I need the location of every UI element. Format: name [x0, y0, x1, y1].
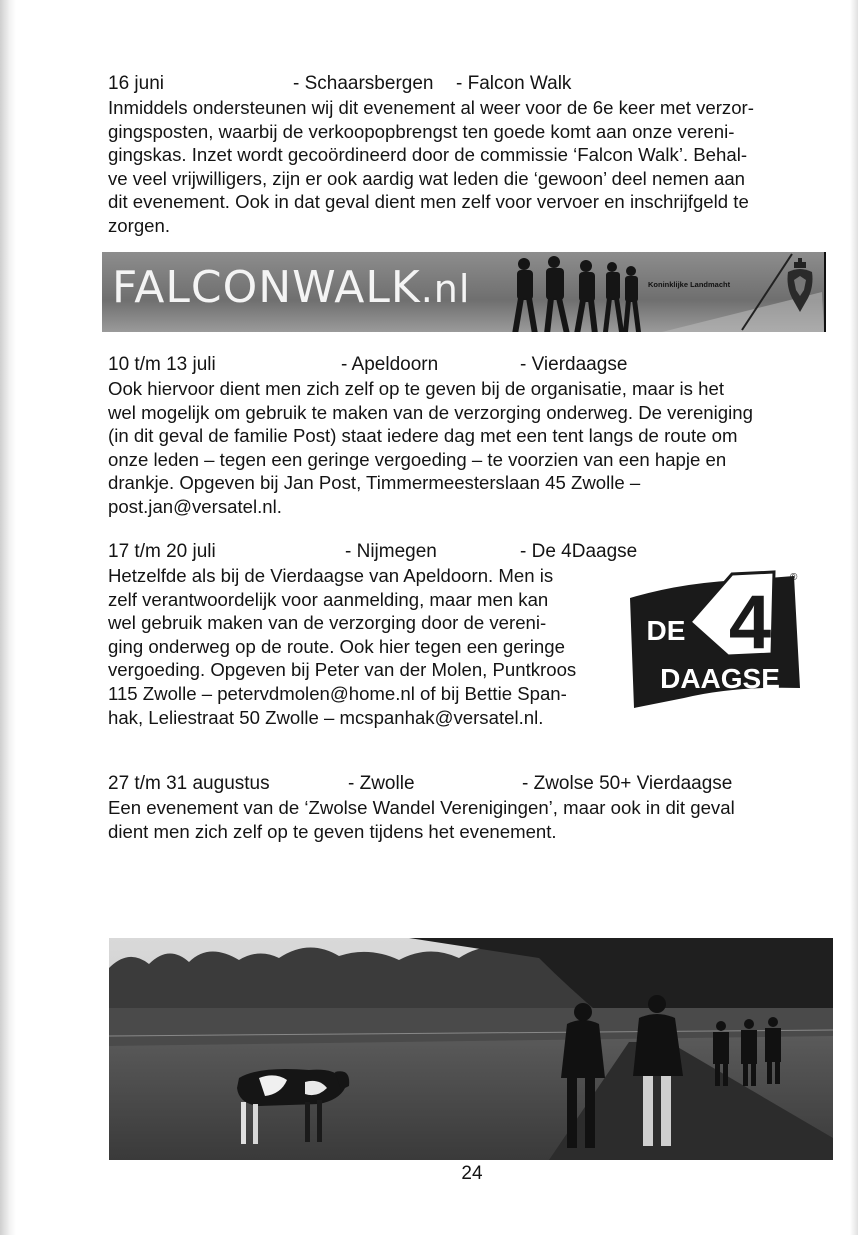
event-date: 16 juni [108, 73, 164, 94]
event-date: 10 t/m 13 juli [108, 354, 216, 375]
event-heading [108, 353, 828, 377]
logo-daagse: DAAGSE [660, 663, 780, 694]
event-name: - De 4Daagse [520, 541, 638, 562]
event-description: Een evenement van de ‘Zwolse Wandel Verenigingen’, maar ook in dit geval dient men zich zelf op te geven tijdens het evenement. [108, 797, 735, 842]
event-description: Ook hiervoor dient men zich zelf op te geven bij de organisatie, maar is het wel mogelijk om gebruik te maken van de verzorging onderweg. De vereniging (in dit geval de familie Post) staat iedere dag met een tent langs de route om onze leden – tegen een geringe vergoeding – te voorzien van een hapje en drankje. Opgeven bij Jan Post, Timmermeesterslaan 45 Zwolle – post.jan@versatel.nl. [108, 378, 753, 517]
event-name: - Falcon Walk [456, 73, 572, 94]
event-location: - Schaarsbergen [293, 73, 434, 94]
event-name: - Zwolse 50+ Vierdaagse [522, 773, 733, 794]
event-name: - Vierdaagse [520, 354, 628, 375]
event-zwolse-vierdaagse [108, 772, 828, 843]
event-description: Inmiddels ondersteunen wij dit evenement al weer voor de 6e keer met verzor- gingsposten, waarbij de verkoopopbrengst ten goede komt aan onze vereni- gingskas. Inzet wordt gecoördineerd door de commissie ‘Falcon Walk’. Behal- ve veel vrijwilligers, zijn er ook aardig wat leden die ‘gewoon’ deel nemen aan dit evenement. Ook in dat geval dient men zelf voor vervoer en inschrijfgeld te zorgen. [108, 97, 754, 236]
banner-org-name: Koninklijke Landmacht [648, 280, 731, 289]
page-edge-shadow [850, 0, 858, 1235]
event-location: - Nijmegen [345, 541, 437, 562]
event-location: - Zwolle [348, 773, 415, 794]
event-heading [108, 72, 828, 96]
crest-icon [782, 258, 818, 318]
4daagse-logo [624, 568, 804, 714]
event-vierdaagse-apeldoorn [108, 353, 828, 519]
event-heading [108, 540, 828, 564]
page-number: 24 [461, 1163, 483, 1184]
page-binding-shadow [0, 0, 16, 1235]
event-heading [108, 772, 828, 796]
walkers-landscape-photo [109, 938, 833, 1160]
event-date: 27 t/m 31 augustus [108, 773, 270, 794]
event-falcon-walk [108, 72, 828, 238]
logo-de: DE [646, 615, 686, 646]
banner-title: FALCONWALK.nl [112, 262, 471, 313]
falconwalk-banner [102, 252, 826, 332]
event-location: - Apeldoorn [341, 354, 439, 375]
logo-registered-mark: ® [790, 572, 798, 583]
event-date: 17 t/m 20 juli [108, 541, 216, 562]
marching-soldiers-image [102, 252, 824, 332]
event-description: Hetzelfde als bij de Vierdaagse van Apeldoorn. Men is zelf verantwoordelijk voor aanmelding, maar men kan wel gebruik maken van de verzorging door de vereni- ging onderweg op de route. Ook hier tegen een geringe vergoeding. Opgeven bij Peter van der Molen, Puntkroos 115 Zwolle – petervdmolen@home.nl of bij Bettie Span- hak, Leliestraat 50 Zwolle – mcspanhak@versatel.nl. [108, 565, 577, 728]
logo-number: 4 [728, 580, 772, 665]
